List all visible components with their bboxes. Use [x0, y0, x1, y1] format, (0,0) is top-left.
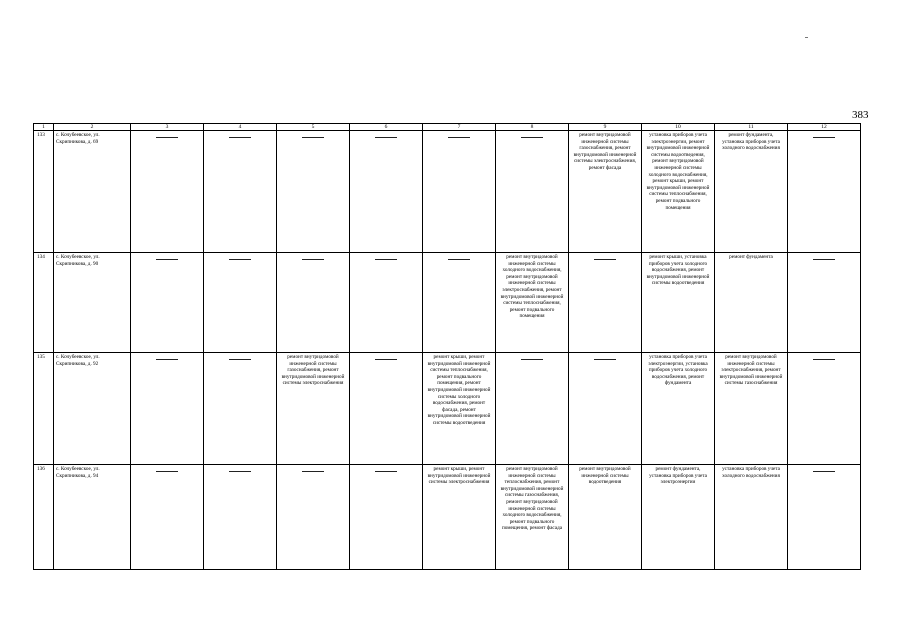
dash-mark — [375, 137, 397, 138]
works-cell: ремонт внутридомовой инженерной системы холодного водоснабжения, ремонт внутридомовой инженерной системы электроснабжения, ремонт внутридомовой инженерной системы теплоснабжения, ремонт подвального помещения — [496, 253, 569, 353]
empty-cell — [350, 131, 423, 253]
dash-mark — [156, 471, 178, 472]
dash-mark — [813, 137, 835, 138]
column-header: 3 — [131, 124, 204, 131]
dash-mark — [302, 137, 324, 138]
address-cell: с. Кочубеевское, ул. Скрипникова, д. 90 — [54, 253, 131, 353]
empty-cell — [204, 131, 277, 253]
empty-cell — [277, 465, 350, 570]
works-cell: ремонт крыши, ремонт внутридомовой инженерной системы теплоснабжения, ремонт подвального помещения, ремонт внутридомовой инженерной системы холодного водоснабжения, ремонт фасада, ремонт внутридомовой инженерной системы водоотведения — [423, 353, 496, 465]
table-row — [34, 353, 861, 465]
works-cell: установка приборов учета электроэнергии, установка приборов учета холодного водоснабжения, ремонт фундамента — [642, 353, 715, 465]
dash-mark — [594, 359, 616, 360]
dash-mark — [813, 259, 835, 260]
dash-mark — [521, 359, 543, 360]
empty-cell — [277, 253, 350, 353]
column-number-row — [34, 124, 861, 131]
dash-mark — [375, 259, 397, 260]
dash-mark — [229, 137, 251, 138]
column-header: 2 — [54, 124, 131, 131]
works-cell: ремонт крыши, установка приборов учета холодного водоснабжения, ремонт внутридомовой инженерной системы водоотведения — [642, 253, 715, 353]
works-cell: установка приборов учета электроэнергии, ремонт внутридомовой инженерной системы водоотведения, ремонт внутридомовой инженерной системы холодного водоснабжения, ремонт крыши, ремонт внутридомовой инженерной системы теплоснабжения, ремонт подвального помещения — [642, 131, 715, 253]
empty-cell — [788, 253, 861, 353]
column-header: 9 — [569, 124, 642, 131]
table-row — [34, 131, 861, 253]
column-header: 1 — [34, 124, 54, 131]
empty-cell — [423, 131, 496, 253]
empty-cell — [131, 353, 204, 465]
dash-mark — [156, 359, 178, 360]
dash-mark — [302, 259, 324, 260]
dash-mark — [594, 259, 616, 260]
dash-mark — [521, 137, 543, 138]
dash-mark — [156, 259, 178, 260]
dash-mark — [156, 137, 178, 138]
works-cell: ремонт фундамента — [715, 253, 788, 353]
empty-cell — [204, 353, 277, 465]
empty-cell — [131, 465, 204, 570]
dash-mark — [229, 259, 251, 260]
dash-mark — [229, 471, 251, 472]
page-number: 383 — [852, 109, 869, 121]
empty-cell — [131, 131, 204, 253]
dash-mark — [229, 359, 251, 360]
row-number: 134 — [34, 253, 54, 353]
works-cell: установка приборов учета холодного водоснабжения — [715, 465, 788, 570]
dash-mark — [375, 359, 397, 360]
works-cell: ремонт внутридомовой инженерной системы газоснабжения, ремонт внутридомовой инженерной системы электроснабжения — [277, 353, 350, 465]
table-row — [34, 465, 861, 570]
dash-mark — [813, 359, 835, 360]
empty-cell — [423, 253, 496, 353]
empty-cell — [131, 253, 204, 353]
dash-mark — [302, 471, 324, 472]
works-cell: ремонт внутридомовой инженерной системы теплоснабжения, ремонт внутридомовой инженерной системы газоснабжения, ремонт внутридомовой инженерной системы холодного водоснабжения, ремонт подвального помещения, ремонт фасада — [496, 465, 569, 570]
works-cell: ремонт крыши, ремонт внутридомовой инженерной системы электроснабжения — [423, 465, 496, 570]
row-number: 133 — [34, 131, 54, 253]
empty-cell — [204, 253, 277, 353]
empty-cell — [788, 465, 861, 570]
empty-cell — [496, 353, 569, 465]
scan-speck — [805, 37, 808, 38]
empty-cell — [350, 253, 423, 353]
works-cell: ремонт внутридомовой инженерной системы водоотведения — [569, 465, 642, 570]
column-header: 5 — [277, 124, 350, 131]
address-cell: с. Кочубеевское, ул. Скрипникова, д. 94 — [54, 465, 131, 570]
column-header: 11 — [715, 124, 788, 131]
empty-cell — [496, 131, 569, 253]
column-header: 8 — [496, 124, 569, 131]
empty-cell — [569, 353, 642, 465]
row-number: 136 — [34, 465, 54, 570]
column-header: 10 — [642, 124, 715, 131]
column-header: 12 — [788, 124, 861, 131]
empty-cell — [350, 353, 423, 465]
column-header: 7 — [423, 124, 496, 131]
empty-cell — [788, 353, 861, 465]
works-cell: ремонт фундамента, установка приборов учета холодного водоснабжения — [715, 131, 788, 253]
repair-schedule-table — [33, 123, 861, 570]
empty-cell — [204, 465, 277, 570]
table-row — [34, 253, 861, 353]
empty-cell — [569, 253, 642, 353]
dash-mark — [448, 259, 470, 260]
dash-mark — [375, 471, 397, 472]
empty-cell — [788, 131, 861, 253]
row-number: 135 — [34, 353, 54, 465]
works-cell: ремонт внутридомовой инженерной системы электроснабжения, ремонт внутридомовой инженерной системы газоснабжения — [715, 353, 788, 465]
dash-mark — [448, 137, 470, 138]
address-cell: с. Кочубеевское, ул. Скрипникова, д. 69 — [54, 131, 131, 253]
column-header: 6 — [350, 124, 423, 131]
empty-cell — [350, 465, 423, 570]
works-cell: ремонт фундамента, установка приборов учета электроэнергии — [642, 465, 715, 570]
column-header: 4 — [204, 124, 277, 131]
address-cell: с. Кочубеевское, ул. Скрипникова, д. 92 — [54, 353, 131, 465]
empty-cell — [277, 131, 350, 253]
dash-mark — [813, 471, 835, 472]
works-cell: ремонт внутридомовой инженерной системы газоснабжения, ремонт внутридомовой инженерной системы электроснабжения, ремонт фасада — [569, 131, 642, 253]
